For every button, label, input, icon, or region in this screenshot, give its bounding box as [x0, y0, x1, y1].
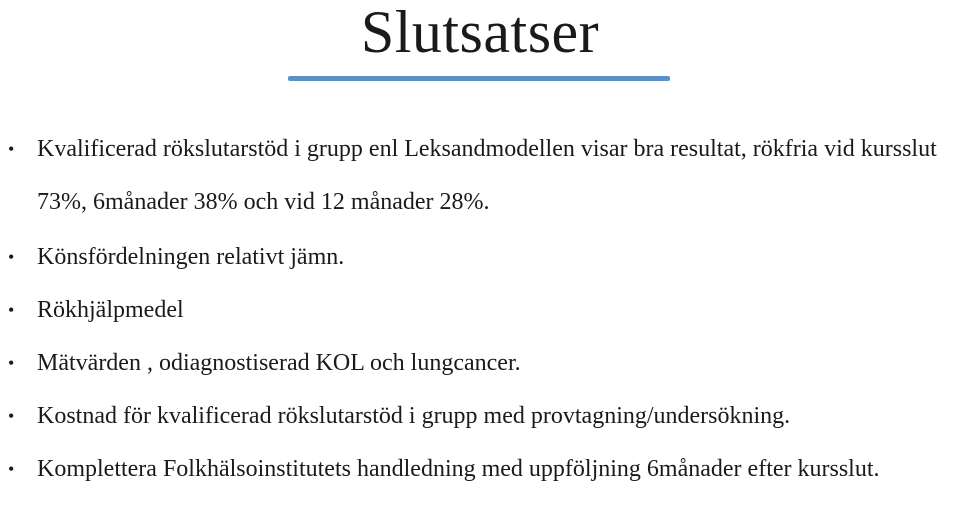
bullet-item: [0, 348, 960, 378]
bullet-list: [0, 134, 960, 496]
bullet-text: Könsfördelningen relativt jämn.: [37, 244, 345, 270]
bullet-item: [0, 123, 960, 229]
slide-title: Slutsatser: [360, 0, 600, 65]
bullet-marker: •: [8, 406, 15, 426]
bullet-item: [0, 401, 960, 431]
bullet-item: [0, 443, 960, 496]
bullet-item: [0, 295, 960, 325]
bullet-marker: •: [8, 353, 15, 373]
title-underline: [288, 76, 670, 81]
bullet-text: Kvalificerad rökslutarstöd i grupp enl Leksandmodellen visar bra resultat, rökfria vid kursslut 73%, 6månader 38% och vid 12 månader 28%.: [37, 136, 937, 215]
bullet-marker: •: [8, 459, 15, 479]
bullet-text: Mätvärden , odiagnostiserad KOL och lungcancer.: [37, 350, 521, 376]
bullet-text: Komplettera Folkhälsoinstitutets handledning med uppföljning 6månader efter kursslut.: [37, 456, 880, 482]
bullet-text: Rökhjälpmedel: [37, 297, 184, 323]
bullet-marker: •: [8, 139, 15, 159]
bullet-marker: •: [8, 247, 15, 267]
bullet-item: [0, 242, 960, 272]
bullet-marker: •: [8, 300, 15, 320]
bullet-text: Kostnad för kvalificerad rökslutarstöd i grupp med provtagning/undersökning.: [37, 403, 791, 429]
